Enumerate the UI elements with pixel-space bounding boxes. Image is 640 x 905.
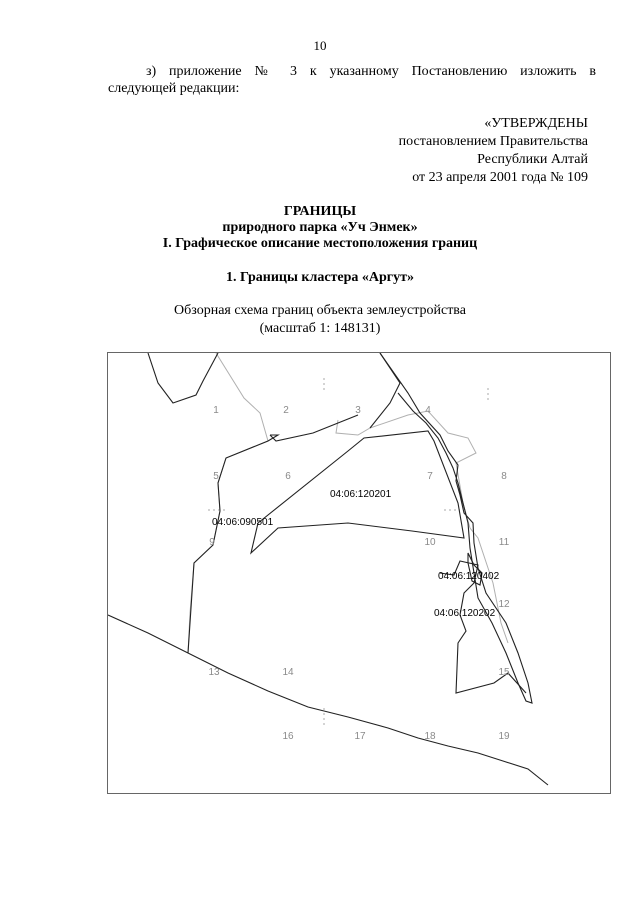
sheet-number-label: 18	[424, 731, 436, 742]
sheet-number-label: 5	[213, 471, 219, 482]
cluster-heading: 1. Границы кластера «Аргут»	[225, 270, 415, 285]
sheet-number-label: 15	[498, 667, 510, 678]
document-subtitle: природного парка «Уч Энмек»	[222, 220, 418, 235]
sheet-number-label: 14	[282, 667, 294, 678]
intro-paragraph-line2: следующей редакции:	[108, 81, 240, 96]
cadastral-number-label: 04:06:120201	[330, 489, 392, 500]
sheet-number-label: 12	[498, 599, 510, 610]
section-heading: I. Графическое описание местоположения границ	[162, 236, 478, 251]
intro-paragraph-line1: з) приложение № 3 к указанному Постановлению изложить в	[146, 64, 596, 79]
page-number: 10	[313, 38, 327, 53]
sheet-number-label: 9	[209, 537, 215, 548]
sheet-number-label: 4	[425, 405, 431, 416]
map-scale: (масштаб 1: 148131)	[259, 321, 381, 336]
sheet-number-label: 8	[501, 471, 507, 482]
sheet-number-label: 3	[355, 405, 361, 416]
approval-stamp-line1: «УТВЕРЖДЕНЫ	[484, 116, 588, 131]
overview-map	[107, 352, 611, 794]
sheet-number-label: 6	[285, 471, 291, 482]
cadastral-number-label: 04:06:120202	[434, 608, 496, 619]
sheet-number-label: 17	[354, 731, 366, 742]
map-caption: Обзорная схема границ объекта землеустройства	[174, 303, 466, 318]
sheet-number-label: 2	[283, 405, 289, 416]
sheet-number-label: 16	[282, 731, 294, 742]
approval-stamp-line2: постановлением Правительства	[398, 134, 588, 149]
cadastral-number-label: 04:06:120402	[438, 571, 500, 582]
approval-stamp-line3: Республики Алтай	[477, 152, 588, 167]
sheet-number-label: 1	[213, 405, 219, 416]
cadastral-number-label: 04:06:090501	[212, 517, 274, 528]
document-title: ГРАНИЦЫ	[283, 204, 357, 219]
map-drawing	[108, 353, 610, 793]
sheet-number-label: 19	[498, 731, 510, 742]
approval-stamp-line4: от 23 апреля 2001 года № 109	[412, 170, 588, 185]
sheet-number-label: 13	[208, 667, 220, 678]
sheet-number-label: 11	[498, 537, 510, 548]
sheet-number-label: 10	[424, 537, 436, 548]
sheet-number-label: 7	[427, 471, 433, 482]
